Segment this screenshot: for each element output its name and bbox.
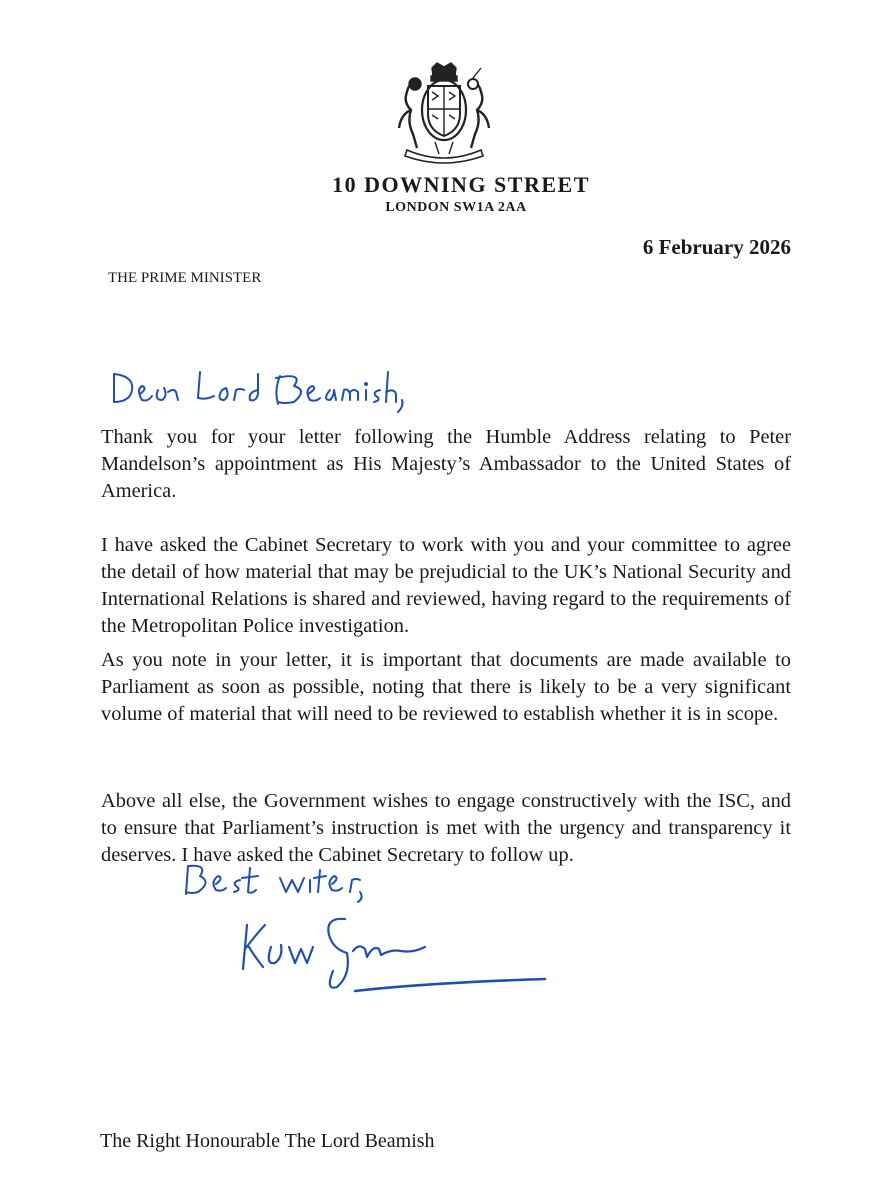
paragraph-2: I have asked the Cabinet Secretary to work with you and your committee to agree the detail of how material that may be prejudicial to the UK’s National Security and International Relations is shared and reviewed, having regard to the requirements of the Metropolitan Police investigation. <box>101 534 791 637</box>
royal-coat-of-arms-icon <box>385 62 503 166</box>
paragraph-3: As you note in your letter, it is important that documents are made available to Parliament as soon as possible, noting that there is likely to be a very significant volume of material that will need to be reviewed to establish whether it is in scope. <box>101 649 791 725</box>
signature <box>225 895 565 1005</box>
sender-title: THE PRIME MINISTER <box>108 270 262 286</box>
recipient-name: The Right Honourable The Lord Beamish <box>100 1130 435 1152</box>
paragraph-1: Thank you for your letter following the Humble Address relating to Peter Mandelson’s appointment as His Majesty’s Ambassador to the United States of America. <box>101 426 791 502</box>
paragraph-4: Above all else, the Government wishes to engage constructively with the ISC, and to ensure that Parliament’s instruction is met with the urgency and transparency it deserves. I have asked the Cabinet Secretary to follow up. <box>101 790 791 866</box>
letterhead-address-line2: LONDON SW1A 2AA <box>385 200 527 215</box>
letter-date: 6 February 2026 <box>642 235 791 259</box>
letterhead-address-line1: 10 DOWNING STREET <box>332 172 590 197</box>
handwritten-salutation <box>108 360 408 420</box>
